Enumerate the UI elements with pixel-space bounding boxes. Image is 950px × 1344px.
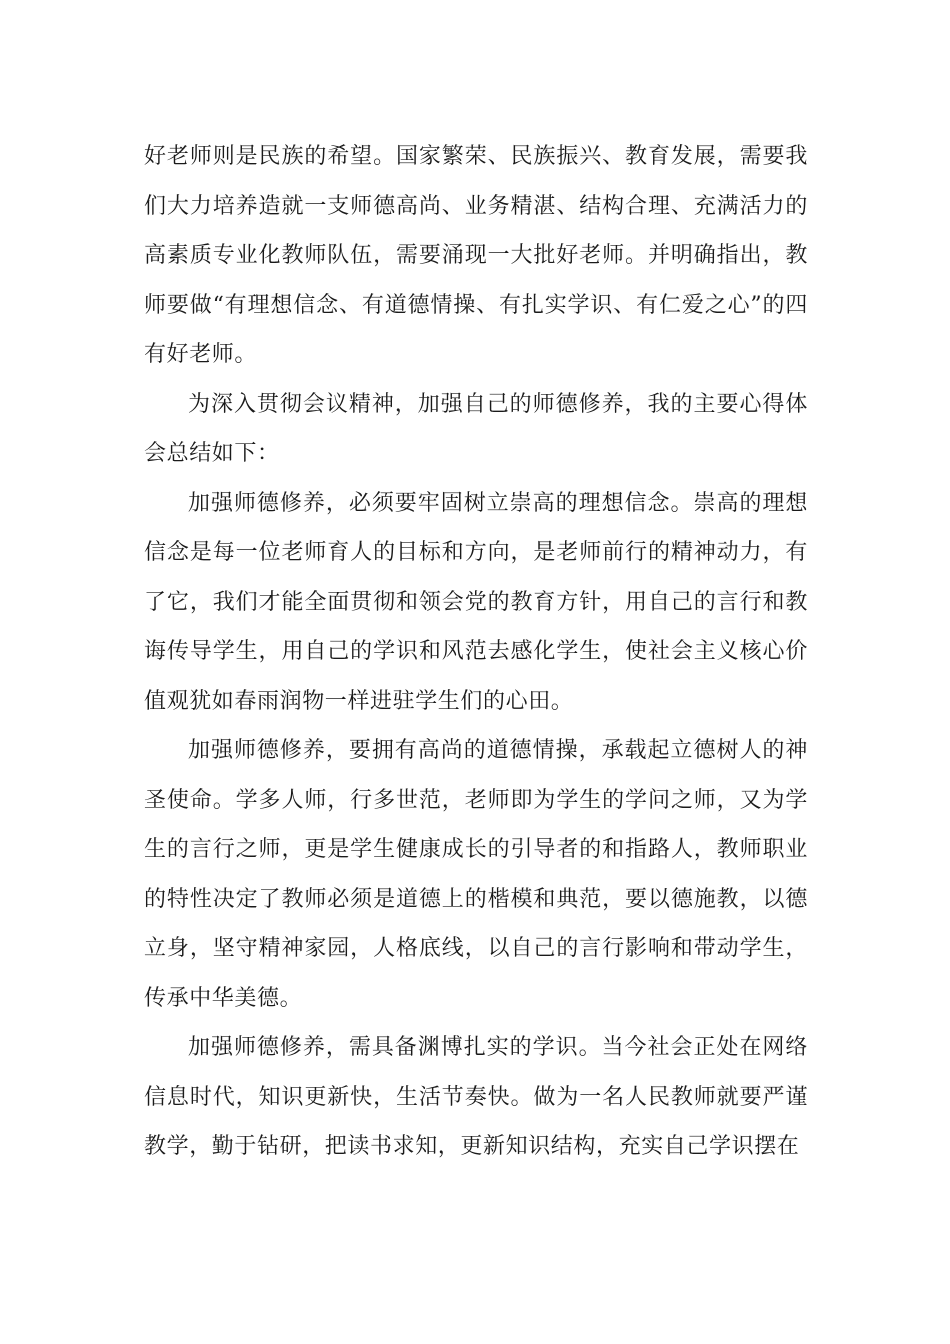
paragraph-ideals: 加强师德修养，必须要牢固树立崇高的理想信念。崇高的理想信念是每一位老师育人的目标和方向，是老师前行的精神动力，有了它，我们才能全面贯彻和领会党的教育方针，用自己的言行和教诲传导学生，用自己的学识和风范去感化学生，使社会主义核心价值观犹如春雨润物一样进驻学生们的心田。 — [144, 490, 808, 714]
paragraph-knowledge: 加强师德修养，需具备渊博扎实的学识。当今社会正处在网络信息时代，知识更新快，生活节奏快。做为一名人民教师就要严谨教学，勤于钻研，把读书求知，更新知识结构，充实自己学识摆在 — [144, 1035, 808, 1159]
paragraph-continuation: 好老师则是民族的希望。国家繁荣、民族振兴、教育发展，需要我们大力培养造就一支师德高尚、业务精湛、结构合理、充满活力的高素质专业化教师队伍，需要涌现一大批好老师。并明确指出，教师要做“有理想信念、有道德情操、有扎实学识、有仁爱之心”的四有好老师。 — [144, 144, 808, 367]
document-body — [144, 132, 808, 1172]
paragraph-morality: 加强师德修养，要拥有高尚的道德情操，承载起立德树人的神圣使命。学多人师，行多世范，老师即为学生的学问之师，又为学生的言行之师，更是学生健康成长的引导者的和指路人，教师职业的特性决定了教师必须是道德上的楷模和典范，要以德施教，以德立身，坚守精神家园，人格底线，以自己的言行影响和带动学生，传承中华美德。 — [144, 738, 808, 1011]
paragraph-intro: 为深入贯彻会议精神，加强自己的师德修养，我的主要心得体会总结如下： — [144, 391, 808, 466]
